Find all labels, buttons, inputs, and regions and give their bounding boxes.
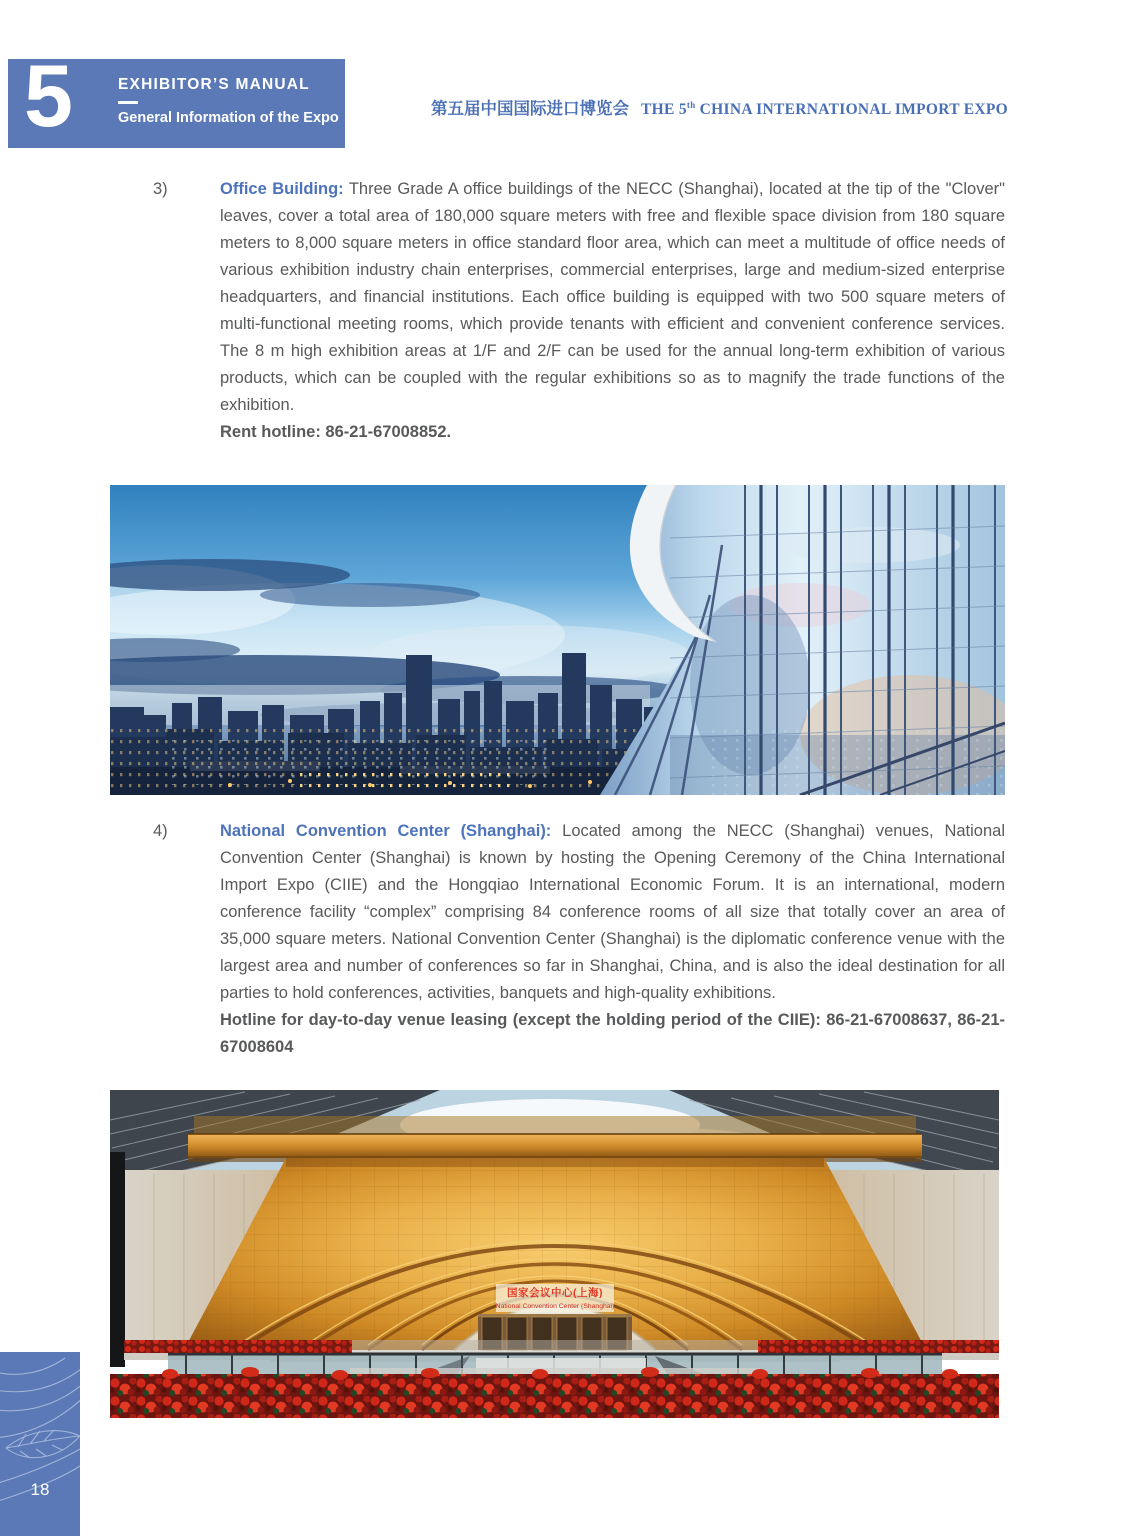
office-building-photo-art xyxy=(110,485,1005,795)
office-building-photo xyxy=(110,485,1005,795)
manual-title: EXHIBITOR’S MANUAL xyxy=(118,76,310,93)
convention-center-photo xyxy=(110,1090,999,1418)
header-banner xyxy=(8,46,345,148)
page-number-tab xyxy=(0,1352,80,1536)
rent-hotline: Rent hotline: 86-21-67008852. xyxy=(220,423,452,441)
leaf-pattern-decoration xyxy=(0,1352,80,1536)
section-office-building xyxy=(153,176,1005,446)
expo-title-english xyxy=(641,100,1008,119)
expo-title xyxy=(431,95,1008,119)
expo-title-en-superscript: th xyxy=(686,99,696,110)
office-building-body: Three Grade A office buildings of the NECC (Shanghai), located at the tip of the "Clover" leaves, cover a total area of 180,000 square meters with free and flexible space division from 180 square meters to 8,000 square meters in office standard floor area, which can meet a multitude of office needs of various exhibition industry chain enterprises, commercial enterprises, large and medium-sized enterprise headquarters, and financial institutions. Each office building is equipped with two 500 square meters of multi-functional meeting rooms, which provide tenants with efficient and convenient conference services. The 8 m high exhibition areas at 1/F and 2/F can be used for the annual long-term exhibition of various products, which can be coupled with the regular exhibitions so as to magnify the trade functions of the exhibition. xyxy=(220,180,1005,414)
title-divider xyxy=(118,101,138,104)
office-building-paragraph xyxy=(220,176,1005,419)
convention-sign-chinese: 国家会议中心(上海) xyxy=(507,1287,603,1299)
convention-sign-english: National Convention Center (Shanghai) xyxy=(495,1303,615,1310)
expo-5-logo: 5 xyxy=(24,46,73,145)
convention-center-heading: National Convention Center (Shanghai): xyxy=(220,822,552,840)
expo-title-en-prefix: THE 5 xyxy=(641,101,687,118)
convention-center-paragraph xyxy=(220,818,1005,1007)
list-number: 3) xyxy=(153,180,168,198)
expo-title-chinese: 第五届中国国际进口博览会 xyxy=(431,99,630,118)
header-banner-text xyxy=(118,76,339,126)
expo-title-en-suffix: CHINA INTERNATIONAL IMPORT EXPO xyxy=(695,101,1008,118)
convention-center-body: Located among the NECC (Shanghai) venues, National Convention Center (Shanghai) is known by hosting the Opening Ceremony of the China International Import Expo (CIIE) and the Hongqiao International Economic Forum. It is an international, modern conference facility “complex” comprising 84 conference rooms of all size that totally cover an area of 35,000 square meters. National Convention Center (Shanghai) is the diplomatic conference venue with the largest area and number of conferences so far in Shanghai, China, and is also the ideal destination for all parties to hold conferences, activities, banquets and high-quality exhibitions. xyxy=(220,822,1005,1002)
section-convention-center xyxy=(153,818,1005,1061)
venue-leasing-hotline: Hotline for day-to-day venue leasing (except the holding period of the CIIE): 86-21-67008637, 86-21-67008604 xyxy=(220,1011,1005,1056)
convention-center-photo-art xyxy=(110,1090,999,1418)
chapter-title: General Information of the Expo xyxy=(118,110,339,126)
list-number: 4) xyxy=(153,822,168,840)
office-building-heading: Office Building: xyxy=(220,180,344,198)
page-number: 18 xyxy=(30,1480,50,1499)
